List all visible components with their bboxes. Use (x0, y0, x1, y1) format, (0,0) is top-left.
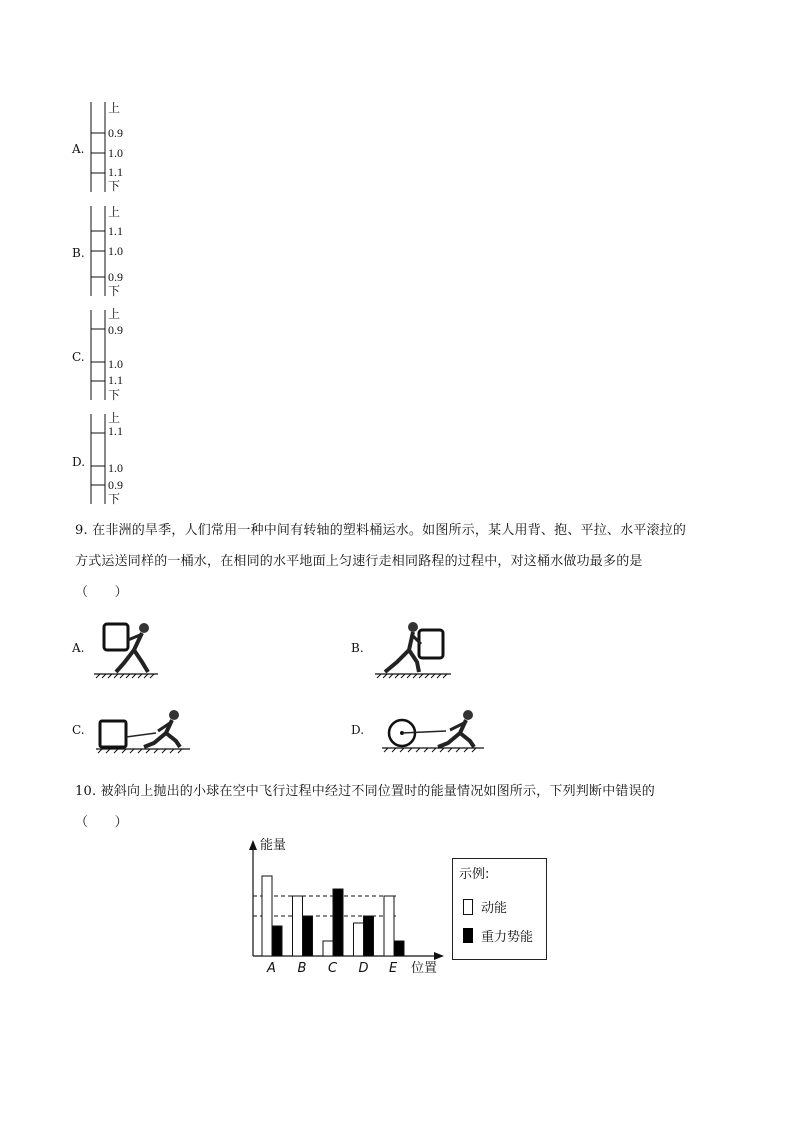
q8-a-label-up: 上 (108, 101, 121, 115)
bar-potential-E (394, 941, 404, 956)
category-label-C: C (328, 961, 338, 976)
q9-figure-d-rolling-pull (380, 707, 490, 755)
chart-legend (452, 858, 547, 960)
category-label-E: E (389, 961, 398, 976)
category-labels (266, 961, 398, 976)
q8-a-label-down: 下 (108, 179, 121, 193)
q8-c-label-3: 1.1 (108, 373, 123, 387)
q8-c-label-up: 上 (108, 307, 121, 321)
q8-b-label-up: 上 (108, 205, 121, 219)
bar-kinetic-C (323, 941, 333, 956)
bar-potential-A (272, 926, 282, 956)
q10-bracket: （ ） (75, 815, 128, 830)
x-axis-label: 位置 (411, 961, 438, 976)
q8-c-label-2: 1.0 (108, 357, 123, 371)
q8-option-b-letter: B. (72, 246, 85, 260)
y-axis-label: 能量 (260, 838, 287, 853)
q9-option-b-letter: B. (351, 641, 364, 655)
legend-label-potential: 重力势能 (481, 930, 534, 945)
bar-kinetic-E (384, 896, 394, 956)
q10-text-line1: 10. 被斜向上抛出的小球在空中飞行过程中经过不同位置时的能量情况如图所示，下列判断中错误的 (75, 784, 656, 799)
category-label-A: A (267, 961, 276, 976)
q9-option-a-letter: A. (72, 641, 85, 655)
q9-option-c-letter: C. (72, 723, 85, 737)
legend-label-kinetic: 动能 (481, 901, 508, 916)
bar-kinetic-D (354, 923, 364, 956)
q8-option-a-letter: A. (72, 142, 85, 156)
q8-option-c-scale (86, 306, 146, 404)
bar-potential-D (364, 916, 374, 956)
q8-option-a-scale (86, 98, 146, 196)
legend-swatch-kinetic (463, 899, 473, 915)
q8-option-b-scale (86, 202, 146, 300)
y-axis-arrow (249, 840, 257, 850)
q8-d-label-down: 下 (108, 492, 121, 506)
q8-c-label-down: 下 (108, 388, 121, 402)
x-axis-arrow (434, 952, 444, 960)
q9-option-d-letter: D. (351, 723, 365, 737)
q8-a-label-3: 1.1 (108, 165, 123, 179)
q8-d-label-3: 0.9 (108, 478, 123, 492)
q8-b-label-2: 1.0 (108, 244, 123, 258)
q9-figure-a-back-carry (94, 618, 164, 680)
q8-d-label-1: 1.1 (108, 424, 123, 438)
reference-lines (253, 896, 396, 916)
q8-option-c-letter: C. (72, 350, 85, 364)
bar-kinetic-B (293, 896, 303, 956)
category-label-B: B (297, 961, 307, 976)
q9-text-line2: 方式运送同样的一桶水，在相同的水平地面上匀速行走相同路程的过程中，对这桶水做功最多的是 (75, 554, 643, 569)
energy-bar-chart (236, 836, 448, 980)
q9-text-line1: 9. 在非洲的旱季，人们常用一种中间有转轴的塑料桶运水。如图所示，某人用背、抱、平拉、水平滚拉的 (75, 523, 687, 538)
q8-b-label-down: 下 (108, 284, 121, 298)
q8-d-label-up: 上 (108, 411, 121, 425)
q8-a-label-2: 1.0 (108, 146, 123, 160)
q8-a-label-1: 0.9 (108, 126, 123, 140)
bar-kinetic-A (262, 876, 272, 956)
legend-swatch-potential (463, 928, 473, 943)
q8-b-label-1: 1.1 (108, 224, 123, 238)
q8-d-label-2: 1.0 (108, 461, 123, 475)
q9-figure-b-hug-carry (373, 618, 453, 680)
bar-potential-C (333, 889, 343, 956)
category-label-D: D (358, 961, 369, 976)
q9-bracket: （ ） (75, 585, 128, 600)
q8-option-d-letter: D. (72, 455, 86, 469)
q8-c-label-1: 0.9 (108, 323, 123, 337)
q9-figure-c-flat-pull (94, 707, 194, 755)
legend-title: 示例: (459, 867, 490, 882)
q8-option-d-scale (86, 410, 146, 508)
q8-b-label-3: 0.9 (108, 270, 123, 284)
bar-potential-B (303, 916, 313, 956)
